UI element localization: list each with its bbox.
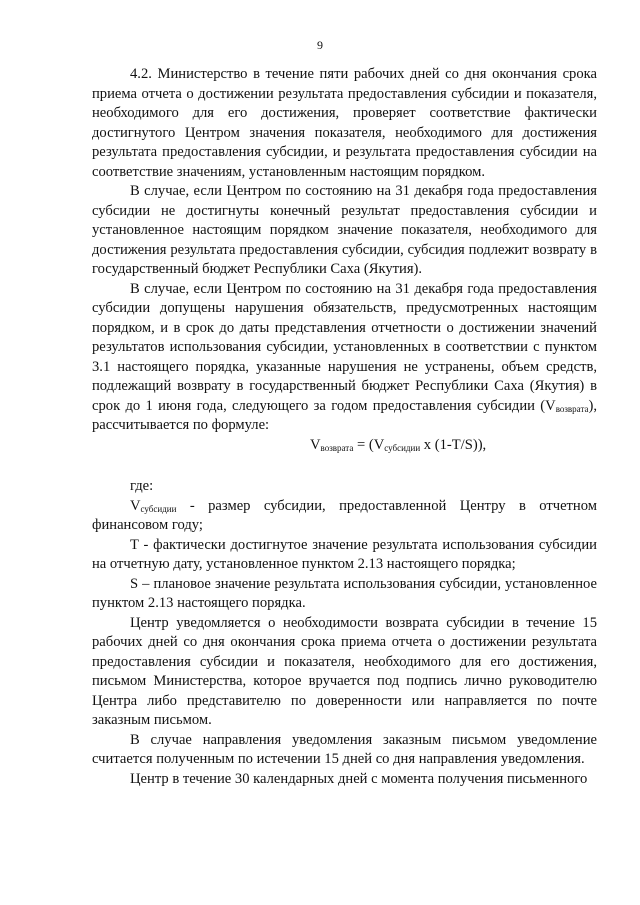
paragraph-registered-letter: В случае направления уведомления заказным письмом уведомление считается полученным по истечении 15 дней со дня направления уведомления.	[92, 731, 597, 767]
def-v-subscript: субсидии	[140, 503, 177, 514]
definition-s: S – плановое значение результата использования субсидии, установленное пунктом 2.13 настоящего порядка.	[92, 575, 597, 611]
where-label: где:	[130, 478, 154, 494]
definition-v-subsidy	[92, 497, 597, 536]
formula-end: x (1-T/S)),	[420, 436, 487, 453]
v-return-subscript: возврата	[555, 403, 589, 414]
paragraph-4-2: 4.2. Министерство в течение пяти рабочих дней со дня окончания срока приема отчета о достижении результата предоставления субсидии и показателя, необходимого для его достижения, проверяет соответствие фактически достигнутого Центром значения показателя, необходимого для достижения результата предоставления субсидии, и результата предоставления субсидии на соответствие значениям, установленным настоящим порядком.	[92, 66, 597, 180]
document-body	[92, 65, 597, 789]
definition-t: T - фактически достигнутое значение результата использования субсидии на отчетную дату, установленное пунктом 2.13 настоящего порядка;	[92, 536, 597, 572]
paragraph-violations-tail: ), рассчитывается по формуле:	[92, 397, 597, 433]
spacer	[92, 455, 597, 477]
def-v-text: - размер субсидии, предоставленной Центру в отчетном финансовом году;	[92, 497, 597, 533]
formula-subsidy-subscript: субсидии	[384, 442, 421, 453]
paragraph-notification: Центр уведомляется о необходимости возврата субсидии в течение 15 рабочих дней со дня окончания срока приема отчета о достижении результата предоставления субсидии и показателя, необходимого для его достижения, письмом Министерства, которое вручается под подпись лично руководителю Центра либо представителю по доверенности или направляется по почте заказным письмом.	[92, 614, 597, 728]
paragraph-30-days: Центр в течение 30 календарных дней с момента получения письменного	[130, 770, 588, 787]
paragraph-not-achieved: В случае, если Центром по состоянию на 31 декабря года предоставления субсидии не достигнуты конечный результат предоставления субсидии и установленное настоящим порядком значение показателя, необходимого для достижения результата предоставления субсидии, субсидия подлежит возврату в государственный бюджет Республики Саха (Якутия).	[92, 183, 597, 277]
paragraph-violations	[92, 280, 597, 436]
return-formula	[92, 436, 597, 456]
formula-return-subscript: возврата	[320, 442, 354, 453]
formula-middle: = (V	[353, 436, 385, 453]
def-v-symbol: V	[130, 497, 141, 514]
formula-v: V	[310, 436, 321, 453]
page-number: 9	[317, 38, 323, 52]
paragraph-violations-text: В случае, если Центром по состоянию на 31 декабря года предоставления субсидии допущены нарушения обязательств, предусмотренных настоящим порядком, и в срок до даты представления отчетности о достижении значений результатов использования субсидии, установленных в соответствии с пунктом 3.1 настоящего порядка, указанные нарушения не устранены, объем средств, подлежащий возврату в государственный бюджет Республики Саха (Якутия) в срок до 1 июня года, следующего за годом предоставления субсидии (V	[92, 280, 597, 414]
